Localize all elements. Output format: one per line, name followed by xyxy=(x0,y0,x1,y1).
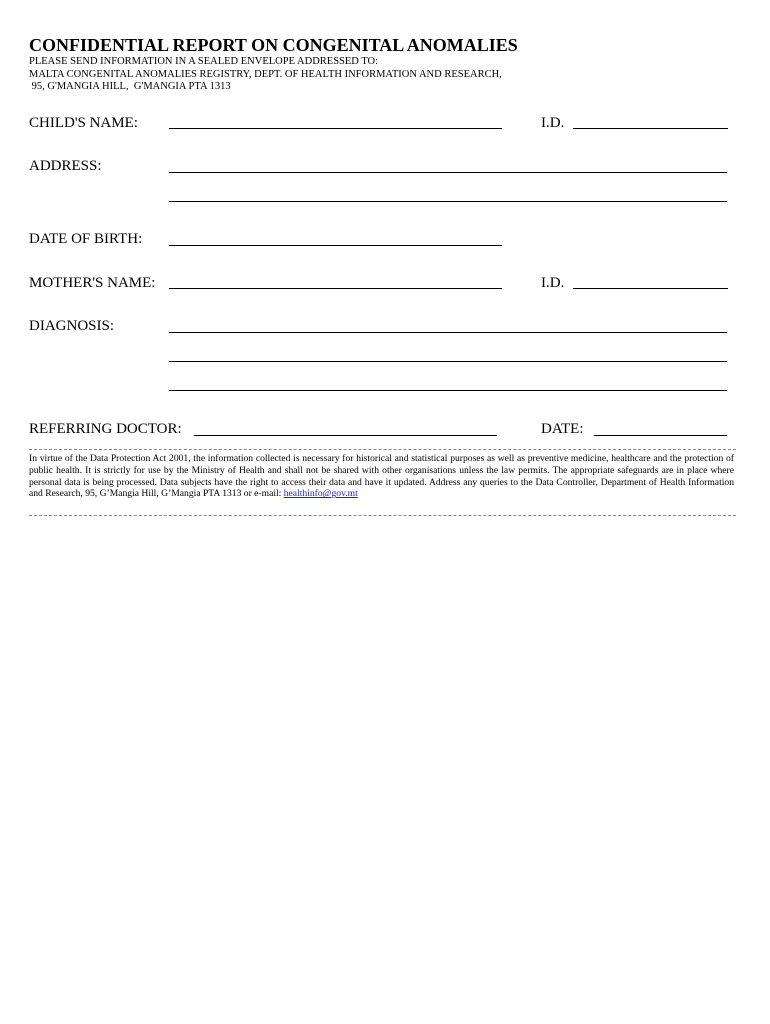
mother-id-label: I.D. xyxy=(541,275,565,291)
instruction-line-3: 95, G'MANGIA HILL, G'MANGIA PTA 1313 xyxy=(29,81,231,92)
diagnosis-field-line-3[interactable] xyxy=(169,390,727,391)
data-protection-notice xyxy=(29,453,734,500)
childs-name-field[interactable] xyxy=(169,128,502,129)
mothers-name-label: MOTHER'S NAME: xyxy=(29,275,156,291)
diagnosis-field-line-2[interactable] xyxy=(169,361,727,362)
date-of-birth-label: DATE OF BIRTH: xyxy=(29,231,143,247)
instruction-line-1: PLEASE SEND INFORMATION IN A SEALED ENVELOPE ADDRESSED TO: xyxy=(29,56,379,67)
child-id-field[interactable] xyxy=(573,128,728,129)
referring-doctor-label: REFERRING DOCTOR: xyxy=(29,421,182,437)
form-title: CONFIDENTIAL REPORT ON CONGENITAL ANOMALIES xyxy=(29,35,518,55)
notice-bottom-divider xyxy=(29,515,736,516)
date-of-birth-field[interactable] xyxy=(169,245,502,246)
mothers-name-field[interactable] xyxy=(169,288,502,289)
date-label: DATE: xyxy=(541,421,584,437)
date-field[interactable] xyxy=(594,435,727,436)
address-field-line-2[interactable] xyxy=(169,201,727,202)
mother-id-field[interactable] xyxy=(573,288,728,289)
address-label: ADDRESS: xyxy=(29,158,102,174)
childs-name-label: CHILD'S NAME: xyxy=(29,115,138,131)
address-field-line-1[interactable] xyxy=(169,172,727,173)
referring-doctor-field[interactable] xyxy=(194,435,497,436)
contact-email-link[interactable]: healthinfo@gov.mt xyxy=(283,488,358,500)
notice-top-divider xyxy=(29,449,736,450)
diagnosis-label: DIAGNOSIS: xyxy=(29,318,115,334)
child-id-label: I.D. xyxy=(541,115,565,131)
notice-text: In virtue of the Data Protection Act 2001, the information collected is necessary for historical and statistical purposes as well as preventive medicine, healthcare and the protection of public health. It is strictly for use by the Ministry of Health and shall not be shared with other organisations unless the law permits. The appropriate safeguards are in place where personal data is being processed. Data subjects have the right to access their data and have it updated. Address any queries to the Data Controller, Department of Health Information and Research, 95, G’Mangia Hill, G’Mangia PTA 1313 or e-mail: xyxy=(29,453,734,500)
instruction-line-2: MALTA CONGENITAL ANOMALIES REGISTRY, DEPT. OF HEALTH INFORMATION AND RESEARCH, xyxy=(29,69,502,80)
diagnosis-field-line-1[interactable] xyxy=(169,332,727,333)
